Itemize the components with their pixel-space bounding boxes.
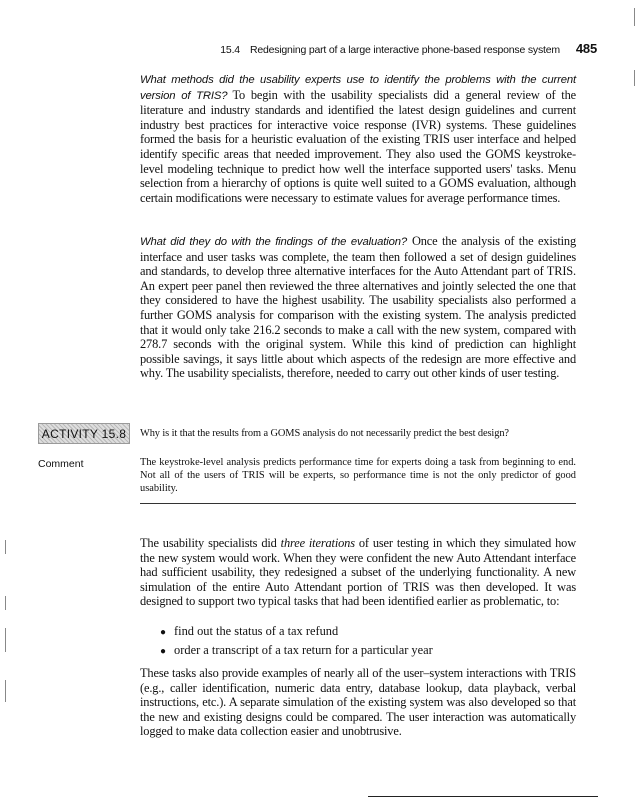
- bullet-icon: ●: [160, 627, 167, 638]
- paragraph-heading: What methods did the usability experts use to identify the problems with the current version of TRIS?: [140, 74, 576, 102]
- margin-mark: [634, 8, 635, 26]
- list-item: [160, 624, 433, 643]
- divider: [140, 503, 576, 504]
- paragraph: These tasks also provide examples of nearly all of the user–system interactions with TRIS (e.g., caller identification, numeric data entry, database lookup, data playback, verbal instructions, etc.). A separate simulation of the existing system was also developed so that the new and existing designs could be compared. The user interaction was automatically logged to make data collection easier and unobtrusive.: [140, 666, 576, 739]
- list-item: [160, 643, 433, 662]
- page-number: 485: [575, 41, 597, 56]
- margin-mark: [5, 540, 6, 554]
- footer-rule: [368, 796, 598, 797]
- paragraph: [140, 234, 576, 381]
- activity-badge: ACTIVITY 15.8: [38, 423, 130, 444]
- comment-text: The keystroke-level analysis predicts performance time for experts doing a task from beginning to end. Not all of the users of TRIS will be experts, so performance time is not the only predictor of good usability.: [140, 457, 576, 494]
- emphasis: three iterations: [280, 536, 355, 550]
- activity-question: Why is it that the results from a GOMS analysis do not necessarily predict the best design?: [140, 428, 509, 439]
- paragraph-iterations: [140, 536, 576, 609]
- paragraph-text: To begin with the usability specialists did a general review of the literature and industry standards and identified the latest design guidelines and current industry best practices for interactive voice response (IVR) systems. These guidelines formed the basis for a heuristic evaluation of the existing TRIS user interface and helped identify specific areas that needed improvement. They also used the GOMS keystroke-level modeling technique to predict how well the interface supported users' tasks. Menu selection from a hierarchy of options is quite well suited to a GOMS evaluation, although certain modifications were necessary to estimate values for average performance times.: [140, 87, 576, 205]
- paragraph-text: of user testing in which they simulated how the new system would work. When they were confident the new Auto Attendant interface had sufficient usability, they redesigned a subset of the underlying functionality. A new simulation of the entire Auto Attendant portion of TRIS was then developed. It was designed to support two typical tasks that had been identified earlier as problematic, to:: [140, 536, 576, 609]
- margin-mark: [5, 628, 6, 652]
- running-head: [200, 41, 597, 56]
- bullet-icon: ●: [160, 646, 167, 657]
- paragraph-text: The usability specialists did: [140, 536, 281, 550]
- margin-mark: [634, 70, 635, 86]
- paragraph-tasks: [140, 666, 576, 739]
- paragraph: [140, 72, 576, 205]
- task-list: [160, 624, 433, 662]
- paragraph: [140, 536, 576, 609]
- paragraph-methods: [140, 72, 576, 205]
- margin-mark: [5, 596, 6, 610]
- section-title: Redesigning part of a large interactive phone-based response system: [249, 44, 560, 56]
- list-item-text: find out the status of a tax refund: [174, 624, 339, 638]
- paragraph-heading: What did they do with the findings of the evaluation?: [140, 236, 407, 248]
- paragraph-text: Once the analysis of the existing interface and user tasks was complete, the team then followed a set of design guidelines and standards, to develop three alternative interfaces for the Auto Attendant part of TRIS. An expert peer panel then reviewed the three alternatives and jointly selected the one that they considered to have the highest usability. The usability specialists also performed a further GOMS analysis for comparison with the existing system. The analysis predicted that it would only take 216.2 seconds to make a call with the new system, compared with 278.7 seconds with the original system. While this kind of prediction can highlight possible savings, it says little about which aspects of the redesign are more effective and why. The usability specialists, therefore, needed to carry out other kinds of user testing.: [140, 234, 576, 381]
- list-item-text: order a transcript of a tax return for a particular year: [174, 643, 433, 657]
- margin-mark: [5, 680, 6, 702]
- section-number: 15.4: [220, 44, 240, 56]
- paragraph-findings: [140, 234, 576, 381]
- comment-label: Comment: [38, 458, 84, 470]
